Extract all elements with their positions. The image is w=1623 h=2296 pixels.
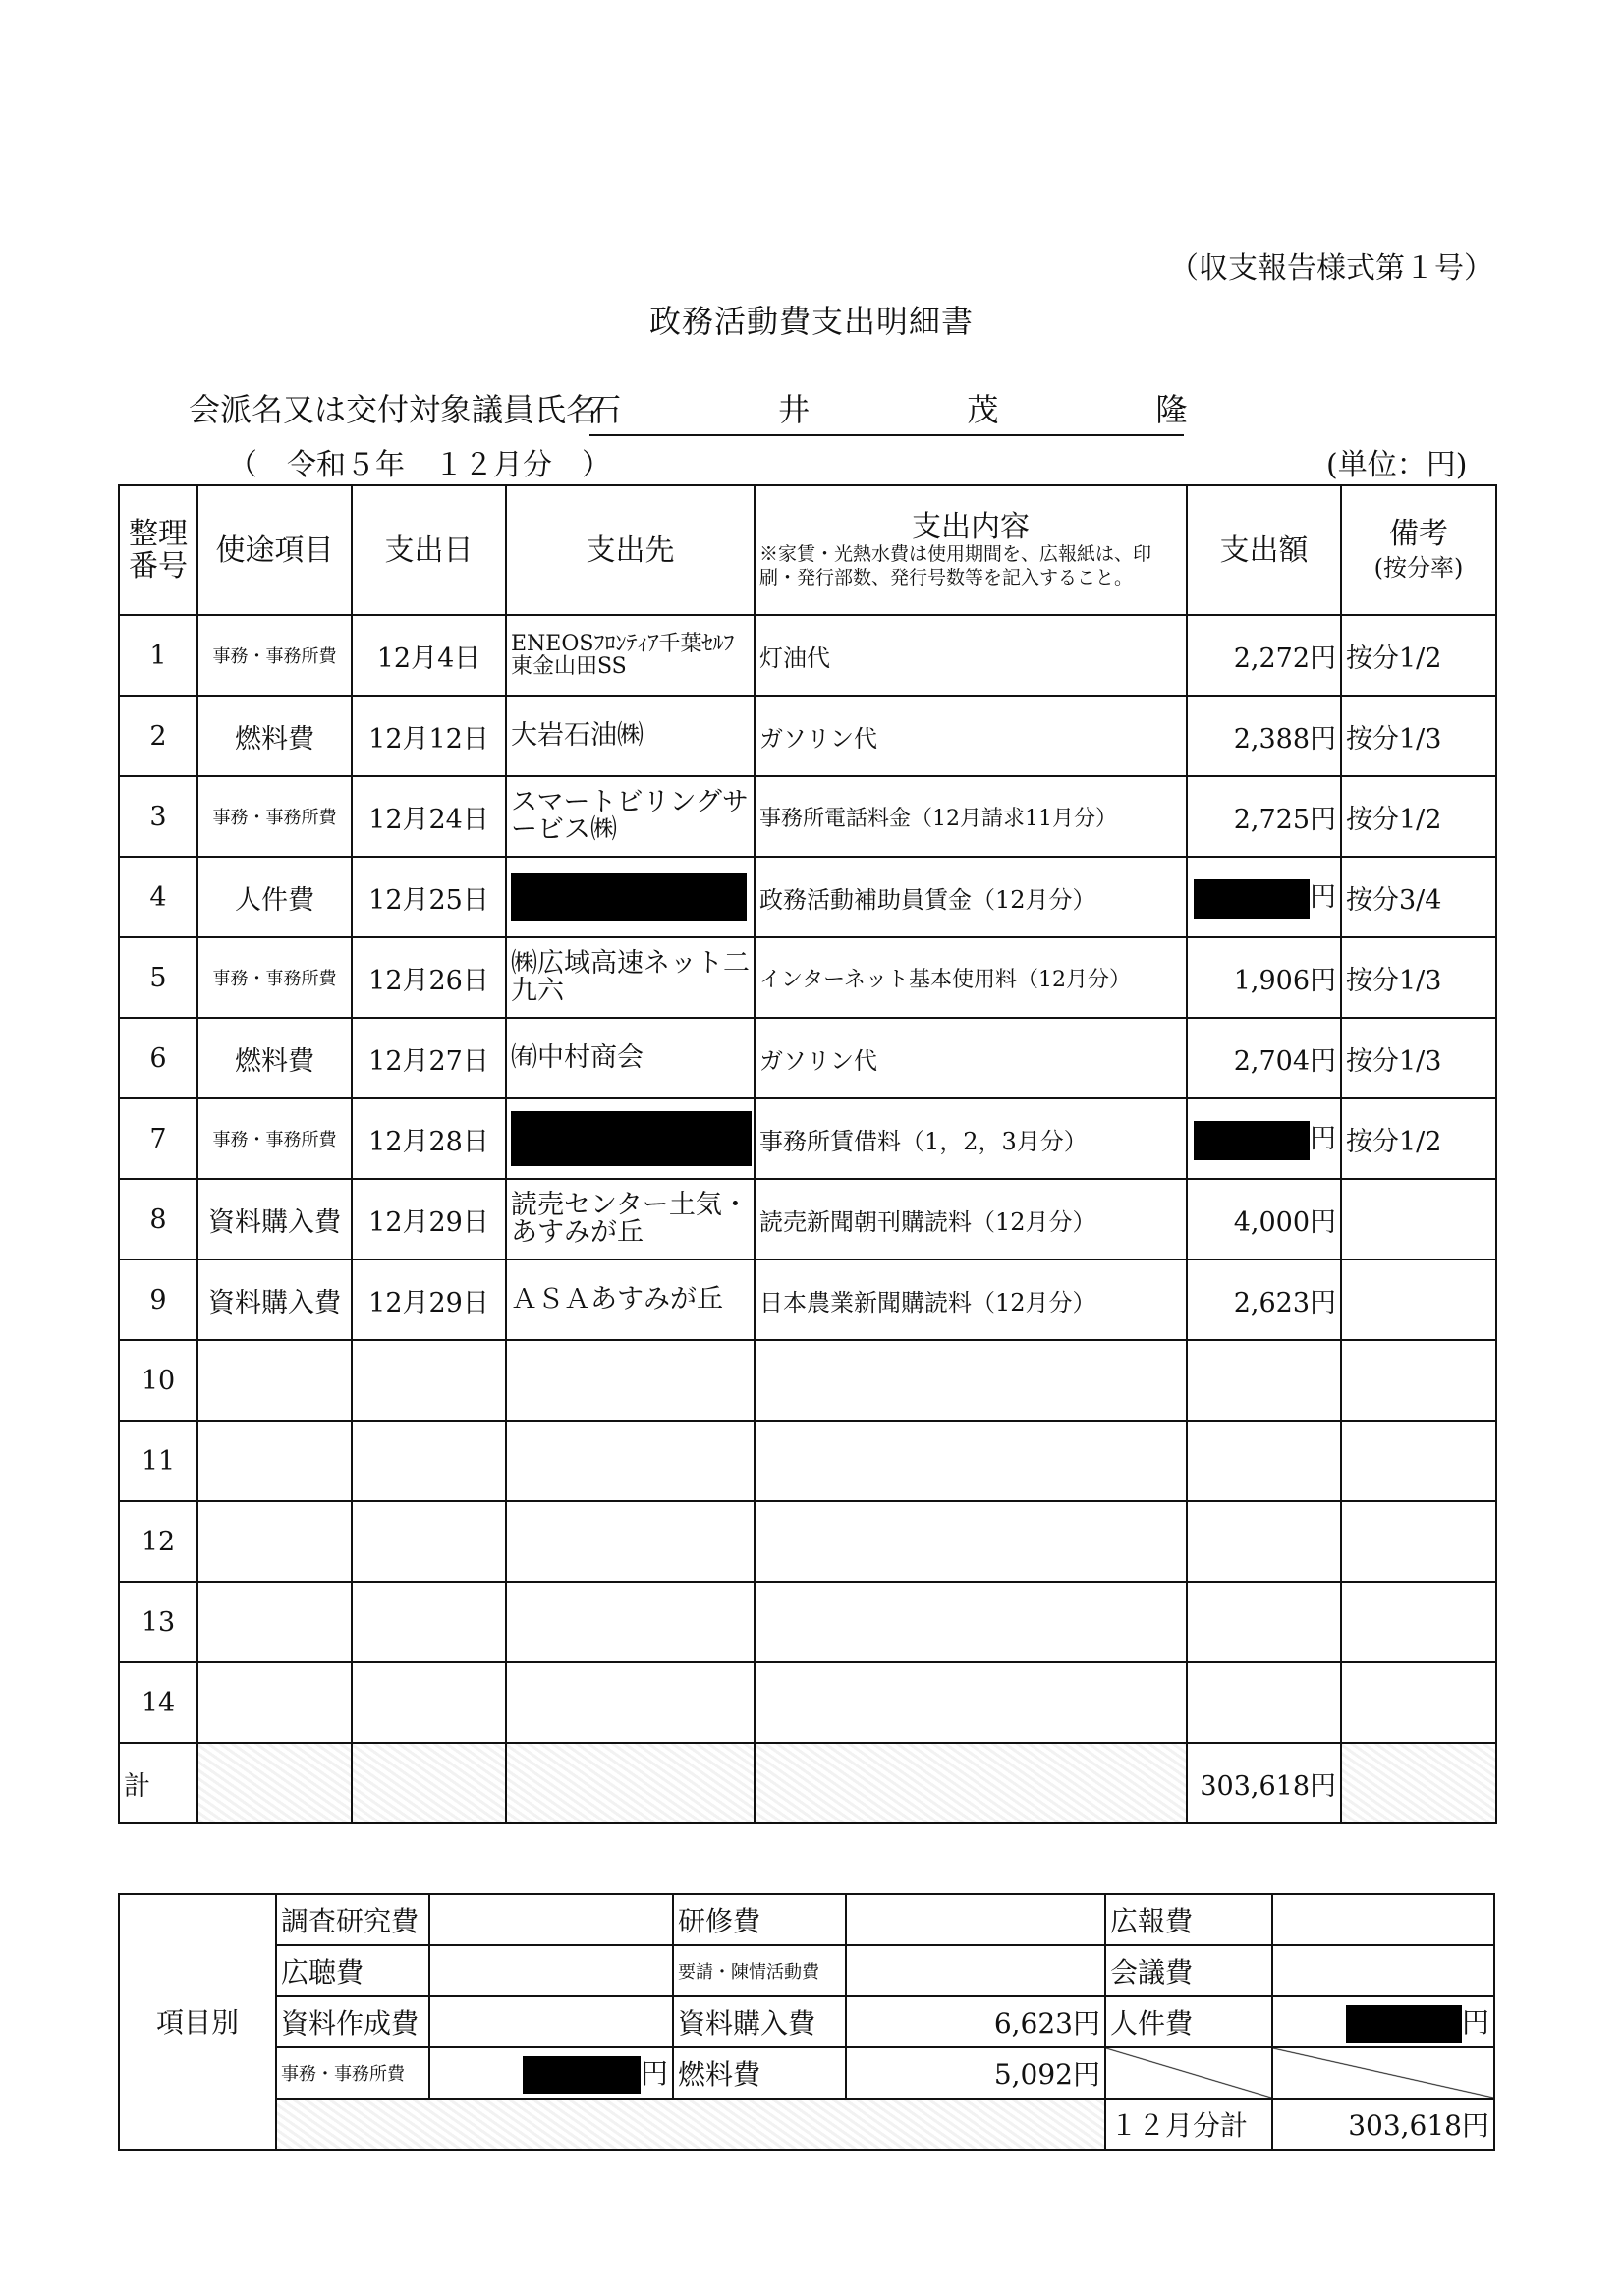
table-row <box>119 1582 1496 1662</box>
diagonal-blank-cell <box>1272 2047 1494 2099</box>
table-row <box>119 1260 1496 1340</box>
row-remarks <box>1341 1179 1496 1260</box>
row-content: 灯油代 <box>755 615 1187 696</box>
expense-table <box>118 484 1497 1824</box>
row-no: 3 <box>119 776 197 857</box>
row-amount: 2,388円 <box>1187 696 1341 776</box>
month-total-value: 303,618円 <box>1272 2099 1494 2150</box>
total-blank <box>352 1743 506 1823</box>
month-total-label: １２月分計 <box>1105 2099 1272 2150</box>
row-purpose: 事務・事務所費 <box>197 615 352 696</box>
header-amount: 支出額 <box>1187 485 1341 615</box>
row-content: 事務所電話料金（12月請求11月分） <box>755 776 1187 857</box>
row-payee: ㈱広域高速ネット二九六 <box>506 937 755 1018</box>
row-purpose <box>197 1340 352 1421</box>
row-purpose: 資料購入費 <box>197 1260 352 1340</box>
training-label: 研修費 <box>673 1894 846 1945</box>
summary-row-header: 項目別 <box>119 1894 276 2150</box>
row-amount <box>1187 1098 1341 1179</box>
diagonal-blank-cell <box>1105 2047 1272 2099</box>
row-payee <box>506 1582 755 1662</box>
table-row <box>119 857 1496 937</box>
row-amount <box>1187 1582 1341 1662</box>
total-amount: 303,618円 <box>1187 1743 1341 1823</box>
row-amount <box>1187 857 1341 937</box>
document-title: 政務活動費支出明細書 <box>648 303 974 340</box>
table-row <box>119 696 1496 776</box>
table-row <box>119 615 1496 696</box>
office-value-unit: 円 <box>640 2056 668 2090</box>
personnel-value <box>1272 1996 1494 2047</box>
report-period: （ 令和５年 １２月分 ） <box>228 448 611 482</box>
row-purpose: 資料購入費 <box>197 1179 352 1260</box>
header-remarks-sub: (按分率) <box>1373 554 1464 582</box>
row-no: 10 <box>119 1340 197 1421</box>
row-date: 12月28日 <box>352 1098 506 1179</box>
row-remarks <box>1341 1421 1496 1501</box>
redaction-block <box>1194 1121 1310 1160</box>
summary-row <box>119 2099 1494 2150</box>
personnel-value-unit: 円 <box>1461 2005 1489 2039</box>
summary-row <box>119 1894 1494 1945</box>
header-payee: 支出先 <box>506 485 755 615</box>
meeting-value <box>1272 1945 1494 1996</box>
summary-row <box>119 2047 1494 2099</box>
row-purpose: 事務・事務所費 <box>197 1098 352 1179</box>
row-amount: 2,623円 <box>1187 1260 1341 1340</box>
office-value <box>429 2047 673 2099</box>
form-number: （収支報告様式第１号） <box>1169 252 1493 286</box>
summary-row <box>119 1996 1494 2047</box>
row-payee: 読売センター土気・あすみが丘 <box>506 1179 755 1260</box>
header-content <box>755 485 1187 615</box>
row-no: 12 <box>119 1501 197 1582</box>
redaction-block <box>1194 879 1310 919</box>
row-amount <box>1187 1662 1341 1743</box>
row-date <box>352 1582 506 1662</box>
row-amount: 2,704円 <box>1187 1018 1341 1098</box>
row-content <box>755 1501 1187 1582</box>
row-date: 12月29日 <box>352 1179 506 1260</box>
table-row <box>119 776 1496 857</box>
row-content: 読売新聞朝刊購読料（12月分） <box>755 1179 1187 1260</box>
row-no: 5 <box>119 937 197 1018</box>
row-payee <box>506 857 755 937</box>
table-row <box>119 1421 1496 1501</box>
row-remarks <box>1341 1260 1496 1340</box>
row-remarks: 按分1/3 <box>1341 696 1496 776</box>
row-content <box>755 1662 1187 1743</box>
meeting-label: 会議費 <box>1105 1945 1272 1996</box>
unit-label: (単位：円) <box>1326 448 1468 482</box>
summary-blank-area <box>276 2099 1105 2150</box>
table-row <box>119 1662 1496 1743</box>
row-date <box>352 1421 506 1501</box>
training-value <box>846 1894 1105 1945</box>
row-amount <box>1187 1340 1341 1421</box>
row-date <box>352 1501 506 1582</box>
row-payee <box>506 1501 755 1582</box>
row-amount <box>1187 1421 1341 1501</box>
row-no: 6 <box>119 1018 197 1098</box>
pr-value <box>1272 1894 1494 1945</box>
category-summary-table <box>118 1893 1495 2151</box>
row-payee <box>506 1340 755 1421</box>
purchase-label: 資料購入費 <box>673 1996 846 2047</box>
table-header <box>119 485 1496 615</box>
row-purpose <box>197 1582 352 1662</box>
header-remarks <box>1341 485 1496 615</box>
total-blank <box>197 1743 352 1823</box>
row-amount-unit: 円 <box>1310 1124 1336 1155</box>
redaction-block <box>523 2056 641 2094</box>
row-remarks: 按分1/2 <box>1341 776 1496 857</box>
hearing-label: 広聴費 <box>276 1945 429 1996</box>
table-row <box>119 1501 1496 1582</box>
row-purpose: 事務・事務所費 <box>197 937 352 1018</box>
row-date <box>352 1662 506 1743</box>
row-payee <box>506 1098 755 1179</box>
purchase-value: 6,623円 <box>846 1996 1105 2047</box>
redaction-block <box>511 1111 752 1166</box>
docs-value <box>429 1996 673 2047</box>
header-content-note: ※家賃・光熱水費は使用期間を、広報紙は、印刷・発行部数、発行号数等を記入すること。 <box>759 542 1152 588</box>
row-no: 13 <box>119 1582 197 1662</box>
row-remarks: 按分1/3 <box>1341 937 1496 1018</box>
row-remarks <box>1341 1582 1496 1662</box>
pr-label: 広報費 <box>1105 1894 1272 1945</box>
row-content: 政務活動補助員賃金（12月分） <box>755 857 1187 937</box>
redaction-block <box>1346 2005 1462 2043</box>
header-date: 支出日 <box>352 485 506 615</box>
header-no: 整理番号 <box>119 485 197 615</box>
row-no: 9 <box>119 1260 197 1340</box>
row-date: 12月29日 <box>352 1260 506 1340</box>
row-content: ガソリン代 <box>755 1018 1187 1098</box>
table-row <box>119 1340 1496 1421</box>
row-payee: ENEOSﾌﾛﾝﾃｨｱ千葉ｾﾙﾌ東金山田SS <box>506 615 755 696</box>
row-amount: 1,906円 <box>1187 937 1341 1018</box>
row-purpose: 人件費 <box>197 857 352 937</box>
row-remarks <box>1341 1340 1496 1421</box>
row-date: 12月26日 <box>352 937 506 1018</box>
row-purpose: 燃料費 <box>197 1018 352 1098</box>
row-no: 8 <box>119 1179 197 1260</box>
total-blank <box>506 1743 755 1823</box>
fuel-label: 燃料費 <box>673 2047 846 2099</box>
table-row <box>119 1018 1496 1098</box>
redaction-block <box>511 873 747 921</box>
row-amount <box>1187 1501 1341 1582</box>
petition-value <box>846 1945 1105 1996</box>
fuel-value: 5,092円 <box>846 2047 1105 2099</box>
row-content <box>755 1582 1187 1662</box>
row-content: ガソリン代 <box>755 696 1187 776</box>
header-remarks-label: 備考 <box>1389 517 1448 551</box>
row-payee <box>506 1662 755 1743</box>
row-no: 4 <box>119 857 197 937</box>
total-blank <box>1341 1743 1496 1823</box>
row-date <box>352 1340 506 1421</box>
row-date: 12月4日 <box>352 615 506 696</box>
row-content: 事務所賃借料（1，2，3月分） <box>755 1098 1187 1179</box>
row-amount-unit: 円 <box>1310 882 1336 914</box>
total-blank <box>755 1743 1187 1823</box>
row-no: 2 <box>119 696 197 776</box>
row-amount: 2,725円 <box>1187 776 1341 857</box>
header-purpose: 使途項目 <box>197 485 352 615</box>
total-row <box>119 1743 1496 1823</box>
row-content <box>755 1340 1187 1421</box>
research-value <box>429 1894 673 1945</box>
personnel-label: 人件費 <box>1105 1996 1272 2047</box>
table-row <box>119 937 1496 1018</box>
petition-label: 要請・陳情活動費 <box>673 1945 846 1996</box>
row-purpose <box>197 1421 352 1501</box>
docs-label: 資料作成費 <box>276 1996 429 2047</box>
row-amount: 4,000円 <box>1187 1179 1341 1260</box>
row-payee: ㈲中村商会 <box>506 1018 755 1098</box>
row-remarks: 按分1/2 <box>1341 1098 1496 1179</box>
row-payee: ＡＳＡあすみが丘 <box>506 1260 755 1340</box>
row-content <box>755 1421 1187 1501</box>
header-content-label: 支出内容 <box>912 509 1030 544</box>
row-purpose: 燃料費 <box>197 696 352 776</box>
research-label: 調査研究費 <box>276 1894 429 1945</box>
member-name-label: 会派名又は交付対象議員氏名 <box>189 391 598 428</box>
table-row <box>119 1179 1496 1260</box>
row-amount: 2,272円 <box>1187 615 1341 696</box>
row-date: 12月25日 <box>352 857 506 937</box>
row-content: インターネット基本使用料（12月分） <box>755 937 1187 1018</box>
row-content: 日本農業新聞購読料（12月分） <box>755 1260 1187 1340</box>
summary-row <box>119 1945 1494 1996</box>
row-date: 12月24日 <box>352 776 506 857</box>
row-no: 1 <box>119 615 197 696</box>
row-remarks: 按分1/3 <box>1341 1018 1496 1098</box>
row-remarks <box>1341 1662 1496 1743</box>
row-no: 7 <box>119 1098 197 1179</box>
row-payee <box>506 1421 755 1501</box>
office-label: 事務・事務所費 <box>276 2047 429 2099</box>
row-date: 12月27日 <box>352 1018 506 1098</box>
row-purpose <box>197 1662 352 1743</box>
hearing-value <box>429 1945 673 1996</box>
row-no: 11 <box>119 1421 197 1501</box>
row-purpose <box>197 1501 352 1582</box>
row-payee: 大岩石油㈱ <box>506 696 755 776</box>
row-remarks: 按分1/2 <box>1341 615 1496 696</box>
row-remarks: 按分3/4 <box>1341 857 1496 937</box>
table-row <box>119 1098 1496 1179</box>
member-name: 石 井 茂 隆 <box>589 385 1184 436</box>
row-date: 12月12日 <box>352 696 506 776</box>
total-label: 計 <box>119 1743 197 1823</box>
row-purpose: 事務・事務所費 <box>197 776 352 857</box>
row-remarks <box>1341 1501 1496 1582</box>
row-no: 14 <box>119 1662 197 1743</box>
row-payee: スマートビリングサービス㈱ <box>506 776 755 857</box>
